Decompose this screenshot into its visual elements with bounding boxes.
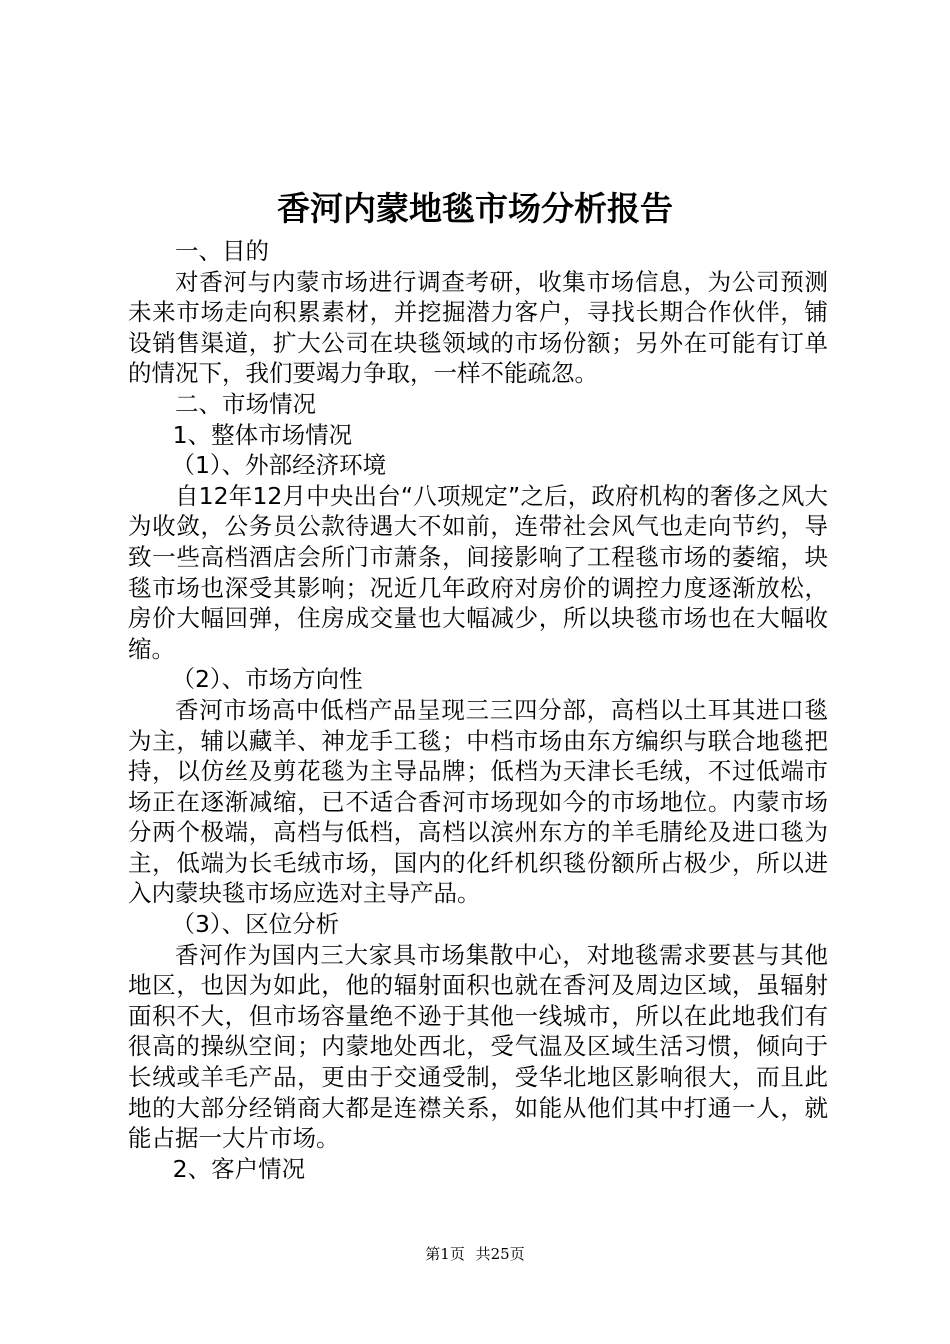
section-heading-market: 二、市场情况 (175, 389, 316, 418)
page-number: 第1页 (425, 1245, 465, 1263)
section-heading-purpose: 一、目的 (175, 237, 269, 265)
document-title: 香河内蒙地毯市场分析报告 (277, 189, 673, 228)
paragraph-location-analysis: 香河作为国内三大家具市场集散中心，对地毯需求要甚与其他地区，也因为如此，他的辐射面积也就在香河及周边区域，虽辐射面积不大，但市场容量绝不逊于其他一线城市，所以在此地我们有很高的操纵空间；内蒙地处西北，受气温及区域生活习惯，倾向于长绒或羊毛产品，更由于交通受制，受华北地区影响很大，而且此地的大部分经销商大都是连襟关系，如能从他们其中打通一人，就能占据一大片市场。 (128, 940, 828, 1153)
item-heading-market-direction: （2）、市场方向性 (171, 665, 363, 694)
document-body (128, 236, 828, 1184)
paragraph-external-economy: 自12年12月中央出台“八项规定”之后，政府机构的奢侈之风大为收敛，公务员公款待遇大不如前，连带社会风气也走向节约，导致一些高档酒店会所门市萧条，间接影响了工程毯市场的萎缩，块毯市场也深受其影响；况近几年政府对房价的调控力度逐渐放松，房价大幅回弹，住房成交量也大幅减少，所以块毯市场也在大幅收缩。 (128, 481, 828, 663)
item-heading-external-economy: （1）、外部经济环境 (171, 451, 387, 480)
page-footer (0, 1244, 950, 1264)
page-total: 共25页 (475, 1245, 525, 1263)
subsection-heading-overall-market: 1、整体市场情况 (172, 420, 353, 449)
item-heading-location-analysis: （3）、区位分析 (171, 910, 340, 939)
paragraph-market-direction: 香河市场高中低档产品呈现三三四分部，高档以土耳其进口毯为主，辅以藏羊、神龙手工毯；中档市场由东方编织与联合地毯把持，以仿丝及剪花毯为主导品牌；低档为天津长毛绒，不过低端市场正在逐渐减缩，已不适合香河市场现如今的市场地位。内蒙市场分两个极端，高档与低档，高档以滨州东方的羊毛腈纶及进口毯为主，低端为长毛绒市场，国内的化纤机织毯份额所占极少，所以进入内蒙块毯市场应选对主导产品。 (128, 695, 828, 908)
subsection-heading-customers: 2、客户情况 (172, 1154, 306, 1183)
paragraph-purpose: 对香河与内蒙市场进行调查考研，收集市场信息，为公司预测未来市场走向积累素材，并挖掘潜力客户，寻找长期合作伙伴，铺设销售渠道，扩大公司在块毯领域的市场份额；另外在可能有订单的情况下，我们要竭力争取，一样不能疏忽。 (128, 267, 828, 388)
